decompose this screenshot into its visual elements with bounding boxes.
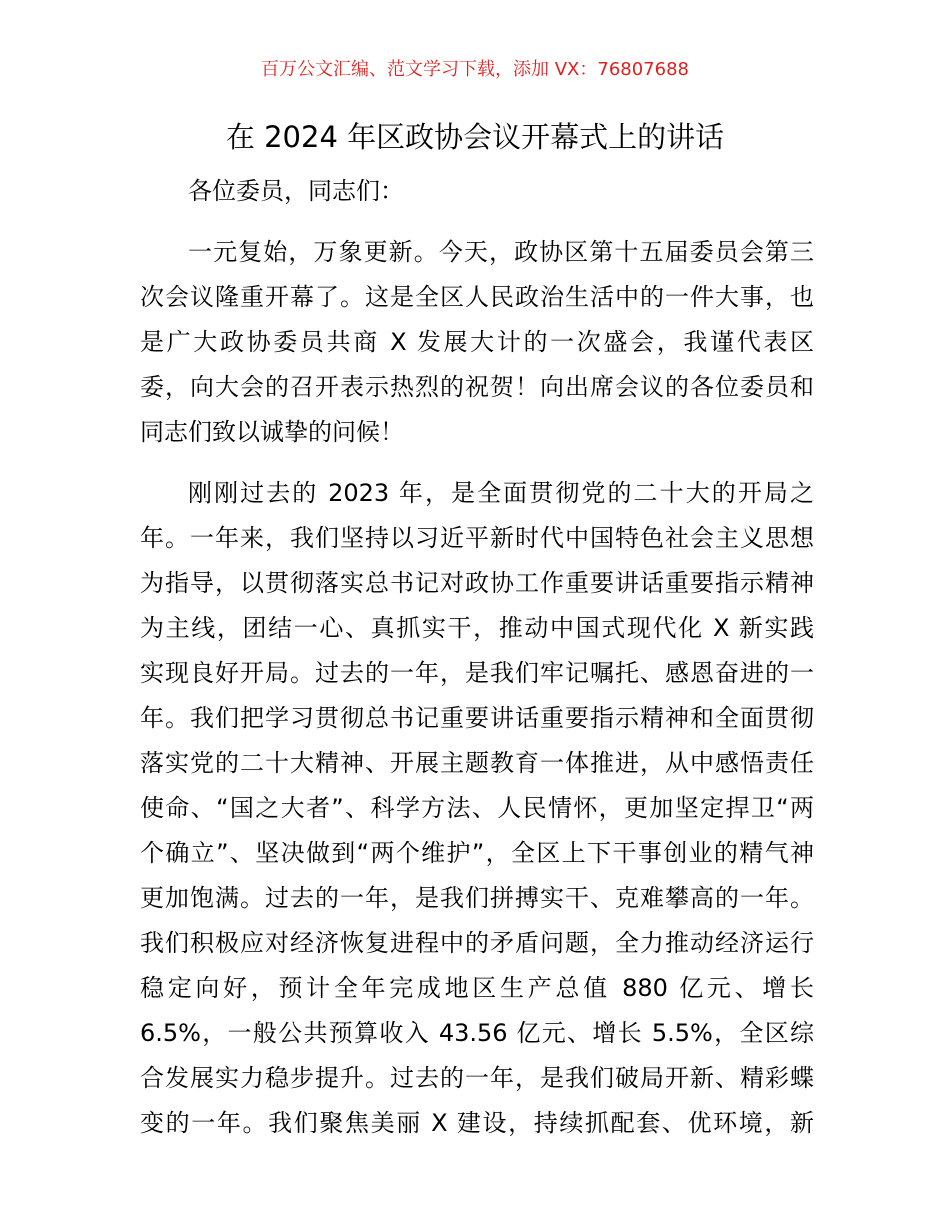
paragraph-line: 变的一年。我们聚焦美丽 X 建设，持续抓配套、优环境，新 bbox=[140, 1109, 814, 1137]
paragraph-line: 次会议隆重开幕了。这是全区人民政治生活中的一件大事，也 bbox=[140, 283, 814, 311]
paragraph-1 bbox=[140, 230, 814, 455]
paragraph-line: 稳定向好，预计全年完成地区生产总值 880 亿元、增长 bbox=[140, 974, 814, 1002]
paragraph-line: 一元复始，万象更新。今天，政协区第十五届委员会第三 bbox=[188, 238, 814, 266]
paragraph-line: 使命、“国之大者”、科学方法、人民情怀，更加坚定捍卫“两 bbox=[140, 794, 814, 822]
paragraph-line: 更加饱满。过去的一年，是我们拼搏实干、克难攀高的一年。 bbox=[140, 884, 814, 912]
paragraph-line: 实现良好开局。过去的一年，是我们牢记嘱托、感恩奋进的一 bbox=[140, 659, 814, 687]
paragraph-line: 为指导，以贯彻落实总书记对政协工作重要讲话重要指示精神 bbox=[140, 569, 814, 597]
paragraph-line: 6.5%，一般公共预算收入 43.56 亿元、增长 5.5%，全区综 bbox=[140, 1019, 814, 1047]
paragraph-line: 合发展实力稳步提升。过去的一年，是我们破局开新、精彩蝶 bbox=[140, 1064, 814, 1092]
paragraph-line: 我们积极应对经济恢复进程中的矛盾问题，全力推动经济运行 bbox=[140, 929, 814, 957]
paragraph-line: 为主线，团结一心、真抓实干，推动中国式现代化 X 新实践 bbox=[140, 614, 814, 642]
paragraph-2 bbox=[140, 471, 814, 1146]
paragraph-gap bbox=[140, 214, 814, 230]
document-title: 在 2024 年区政协会议开幕式上的讲话 bbox=[225, 120, 725, 154]
salutation: 各位委员，同志们： bbox=[188, 177, 404, 205]
header-note: 百万公文汇编、范文学习下载，添加 VX：76807688 bbox=[261, 59, 689, 80]
paragraph-line: 个确立”、坚决做到“两个维护”，全区上下干事创业的精气神 bbox=[140, 839, 814, 867]
paragraph-gap bbox=[140, 455, 814, 471]
paragraph-line: 年。一年来，我们坚持以习近平新时代中国特色社会主义思想 bbox=[140, 524, 814, 552]
paragraph-line: 是广大政协委员共商 X 发展大计的一次盛会，我谨代表区 bbox=[140, 328, 814, 356]
paragraph-line: 落实党的二十大精神、开展主题教育一体推进，从中感悟责任 bbox=[140, 749, 814, 777]
paragraph-line: 年。我们把学习贯彻总书记重要讲话重要指示精神和全面贯彻 bbox=[140, 704, 814, 732]
paragraph-line: 同志们致以诚挚的问候！ bbox=[140, 418, 404, 446]
paragraph-line: 委，向大会的召开表示热烈的祝贺！向出席会议的各位委员和 bbox=[140, 373, 814, 401]
paragraph-line: 刚刚过去的 2023 年，是全面贯彻党的二十大的开局之 bbox=[188, 479, 814, 507]
document-body bbox=[140, 169, 814, 1146]
